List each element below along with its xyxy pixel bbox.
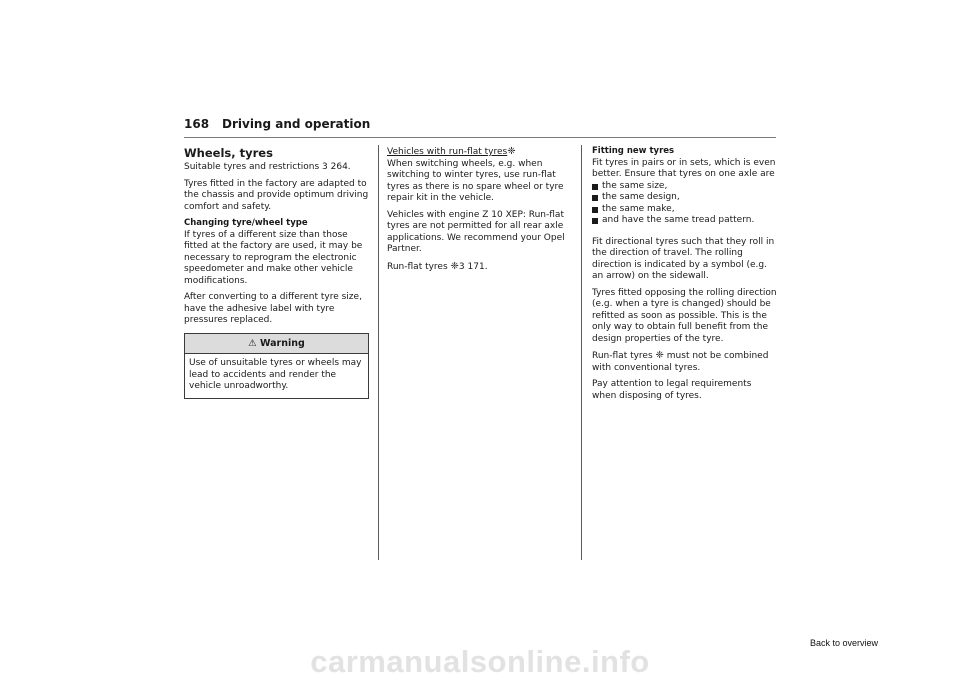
list-item [592, 204, 778, 216]
column-left [184, 146, 370, 399]
column-middle [387, 146, 575, 278]
run-flat-symbol-icon: ❈ [450, 260, 459, 272]
page-number: 168 [184, 117, 210, 131]
section-title: Wheels, tyres [184, 146, 273, 160]
column-right [592, 146, 778, 407]
subheading-run-flat [387, 146, 575, 159]
paragraph-fit-in-pairs: Fit tyres in pairs or in sets, which is even better. Ensure that tyres on one axle are [592, 157, 776, 179]
list-item-text: the same make, [602, 203, 675, 214]
run-flat-symbol-icon: ❈ [655, 350, 664, 361]
bullet-square-icon [592, 218, 598, 224]
paragraph-run-flat-reference [387, 261, 575, 274]
page-title: Driving and operation [222, 117, 371, 131]
paragraph-factory-tyres: Tyres fitted in the factory are adapted to the chassis and provide optimum driving comfort and safety. [184, 178, 369, 212]
list-item-text: the same design, [602, 192, 680, 202]
paragraph-text: Run-flat tyres [387, 261, 451, 272]
paragraph-different-size: If tyres of a different size than those fitted at the factory are used, it may be necessary to reprogram the electronic speedometer and make other vehicle modifications. [184, 229, 363, 286]
tyre-requirements-list [592, 181, 778, 227]
paragraph-tyre-restrictions [184, 162, 370, 174]
paragraph-adhesive-label: After converting to a different tyre size, have the adhesive label with tyre pressures replaced. [184, 292, 362, 325]
run-flat-symbol-icon: ❈ [507, 146, 516, 157]
paragraph-opposing-direction: Tyres fitted opposing the rolling direction (e.g. when a tyre is changed) should be refitted as soon as possible. This is the only way to obtain full benefit from the design properties of the tyre. [592, 287, 777, 344]
paragraph-directional-tyres: Fit directional tyres such that they roll in the direction of travel. The rolling direction is indicated by a symbol (e.g. an arrow) on the sidewall. [592, 236, 775, 281]
subheading-run-flat-label: Vehicles with run-flat tyres [387, 147, 508, 157]
warning-icon: ⚠ [248, 337, 257, 349]
list-item [592, 181, 778, 193]
warning-title: Warning [260, 337, 305, 349]
subheading-changing-tyre-type: Changing tyre/wheel type [184, 218, 308, 228]
back-to-overview-link[interactable]: Back to overview [809, 638, 878, 648]
paragraph-text: Run-flat tyres [592, 351, 656, 361]
page-reference-arrow-icon[interactable]: 3 [322, 162, 328, 172]
paragraph-run-flat-combination [592, 350, 778, 374]
header-divider [184, 137, 776, 138]
warning-header [185, 334, 368, 355]
page-reference[interactable]: 171. [464, 261, 488, 272]
column-divider-2 [581, 145, 582, 560]
page-reference-arrow-icon[interactable]: 3 [458, 261, 465, 272]
list-item-text: and have the same tread pattern. [602, 215, 755, 225]
paragraph-text: Suitable tyres and restrictions [184, 162, 323, 172]
subheading-fitting-new-tyres: Fitting new tyres [592, 146, 675, 156]
bullet-square-icon [592, 207, 598, 213]
column-divider-1 [378, 145, 379, 560]
warning-text: Use of unsuitable tyres or wheels may lead to accidents and render the vehicle unroadworthy. [189, 358, 362, 391]
paragraph-disposal: Pay attention to legal requirements when disposing of tyres. [592, 379, 752, 401]
paragraph-switching-wheels: When switching wheels, e.g. when switching to winter tyres, use run-flat tyres as there is no spare wheel or tyre repair kit in the vehicle. [387, 158, 564, 203]
watermark: carmanualsonline.info [310, 644, 650, 679]
warning-box [184, 333, 369, 399]
list-item [592, 192, 778, 204]
bullet-square-icon [592, 195, 598, 201]
list-item-text: the same size, [602, 180, 668, 191]
page-reference[interactable]: 264. [327, 162, 351, 172]
list-item [592, 215, 778, 227]
bullet-square-icon [592, 184, 598, 190]
paragraph-engine-z10xep: Vehicles with engine Z 10 XEP: Run-flat tyres are not permitted for all rear axle applications. We recommend your Opel Partner. [387, 209, 565, 254]
paragraph-text: must not be combined with conventional tyres. [592, 351, 769, 373]
